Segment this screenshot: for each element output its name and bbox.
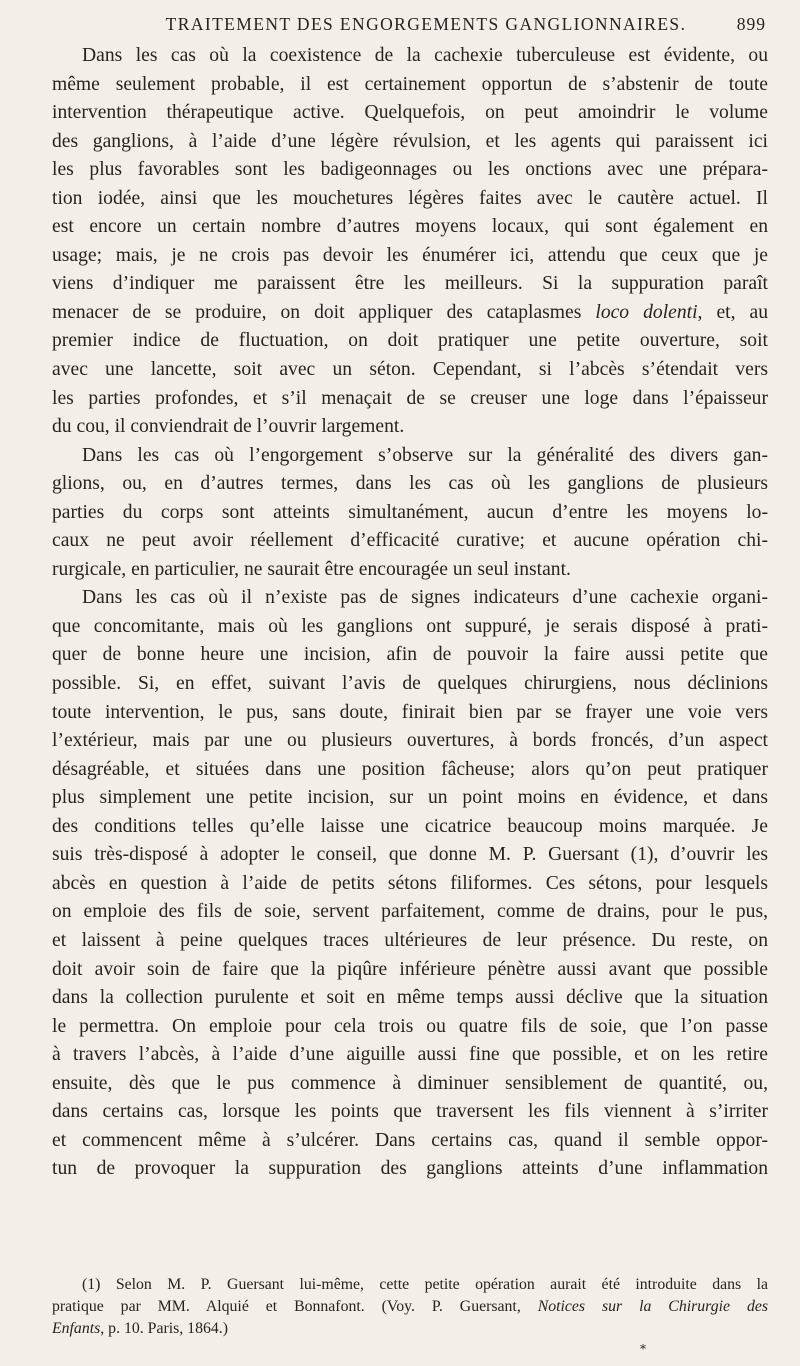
page-number: 899: [736, 14, 766, 34]
text-line: des ganglions, à l’aide d’une légère révulsion, et les agents qui paraissent ici: [52, 130, 768, 152]
text-line: tun de provoquer la suppuration des ganglions atteints d’une inflammation: [52, 1158, 768, 1180]
text-line: avec une lancette, soit avec un séton. Cependant, si l’abcès s’étendait vers: [52, 359, 768, 381]
footnote: [52, 1274, 768, 1340]
running-head: [86, 14, 766, 42]
text-line: dans la collection purulente et soit en même temps aussi déclive que la situation: [52, 987, 768, 1009]
text-line: possible. Si, en effet, suivant l’avis de quelques chirurgiens, nous déclinions: [52, 673, 768, 695]
text-line: à travers l’abcès, à l’aide d’une aiguille aussi fine que possible, et on les retire: [52, 1044, 768, 1066]
footnote-line-with-italic: [52, 1296, 768, 1318]
italic-title: Notices sur la Chirurgie des: [537, 1298, 769, 1315]
text-line: parties du corps sont atteints simultanément, aucun d’entre les moyens lo-: [52, 501, 768, 523]
italic-term: loco dolenti: [595, 301, 698, 323]
text-line: Dans les cas où la coexistence de la cachexie tuberculeuse est évidente, ou: [82, 45, 768, 66]
text-line: viens d’indiquer me paraissent être les meilleurs. Si la suppuration paraît: [52, 273, 768, 295]
text-segment: menacer de se produire, on doit appliquer des cataplasmes: [52, 301, 596, 323]
text-line: quer de bonne heure une incision, afin de pouvoir la faire aussi petite que: [52, 644, 768, 666]
text-line: intervention thérapeutique active. Quelquefois, on peut amoindrir le volume: [52, 102, 768, 124]
text-line: dans certains cas, lorsque les points que traversent les fils viennent à s’irriter: [52, 1101, 768, 1123]
text-line: Dans les cas où il n’existe pas de signes indicateurs d’une cachexie organi-: [82, 587, 768, 609]
text-line: le permettra. On emploie pour cela trois ou quatre fils de soie, que l’on passe: [52, 1015, 768, 1037]
text-line: tion iodée, ainsi que les mouchetures légères faites avec le cautère actuel. Il: [52, 187, 768, 209]
text-line: des conditions telles qu’elle laisse une cicatrice beaucoup moins marquée. Je: [52, 815, 768, 837]
text-line: les plus favorables sont les badigeonnages ou les onctions avec une prépara-: [52, 159, 768, 181]
text-line: les parties profondes, et s’il menaçait de se creuser une loge dans l’épaisseur: [52, 387, 768, 409]
text-segment: , et, au: [697, 301, 768, 323]
text-line: premier indice de fluctuation, on doit pratiquer une petite ouverture, soit: [52, 330, 768, 352]
text-line: usage; mais, je ne crois pas devoir les énumérer ici, attendu que ceux que je: [52, 244, 768, 266]
text-line: toute intervention, le pus, sans doute, finirait bien par se frayer une voie vers: [52, 701, 768, 723]
text-line: doit avoir soin de faire que la piqûre inférieure pénètre aussi avant que possible: [52, 958, 768, 980]
main-text: [52, 42, 768, 1184]
text-line: caux ne peut avoir réellement d’efficacité curative; et aucune opération chi-: [52, 530, 768, 552]
text-line: du cou, il conviendrait de l’ouvrir largement.: [52, 416, 405, 438]
text-line: l’extérieur, mais par une ou plusieurs ouvertures, à bords froncés, d’un aspect: [52, 730, 768, 752]
text-line: glions, ou, en d’autres termes, dans les cas où les ganglions de plusieurs: [52, 473, 768, 495]
text-segment: , p. 10. Paris, 1864.): [100, 1320, 228, 1337]
text-line: et laissent à peine quelques traces ultérieures de leur présence. Du reste, on: [52, 929, 768, 951]
text-line: même seulement probable, il est certainement opportun de s’abstenir de toute: [52, 73, 768, 95]
text-line: est encore un certain nombre d’autres moyens locaux, qui sont également en: [52, 216, 768, 238]
text-line: rurgicale, en particulier, ne saurait être encouragée un seul instant.: [52, 558, 571, 580]
text-line: que concomitante, mais où les ganglions ont suppuré, je serais disposé à prati-: [52, 615, 768, 637]
text-line: on emploie des fils de soie, servent parfaitement, comme de drains, pour le pus,: [52, 901, 768, 923]
text-segment: pratique par MM. Alquié et Bonnafont. (Voy. P. Guersant,: [52, 1298, 538, 1315]
text-line: suis très-disposé à adopter le conseil, que donne M. P. Guersant (1), d’ouvrir les: [52, 844, 768, 866]
text-line: ensuite, dès que le pus commence à diminuer sensiblement de quantité, ou,: [52, 1072, 768, 1094]
footnote-line: (1) Selon M. P. Guersant lui-même, cette petite opération aurait été introduite dans la: [82, 1276, 768, 1293]
text-line: et commencent même à s’ulcérer. Dans certains cas, quand il semble oppor-: [52, 1129, 768, 1151]
text-line-with-italic: [52, 299, 768, 328]
italic-title: Enfants: [52, 1320, 101, 1337]
text-line: désagréable, et situées dans une position fâcheuse; alors qu’on peut pratiquer: [52, 758, 768, 780]
footnote-line-with-italic: [52, 1318, 768, 1340]
running-title: TRAITEMENT DES ENGORGEMENTS GANGLIONNAIRES.: [165, 14, 687, 34]
signature-mark: *: [640, 1342, 646, 1356]
text-line: plus simplement une petite incision, sur un point moins en évidence, et dans: [52, 787, 768, 809]
text-line: abcès en question à l’aide de petits sétons filiformes. Ces sétons, pour lesquels: [52, 872, 768, 894]
text-line: Dans les cas où l’engorgement s’observe sur la généralité des divers gan-: [82, 444, 768, 466]
